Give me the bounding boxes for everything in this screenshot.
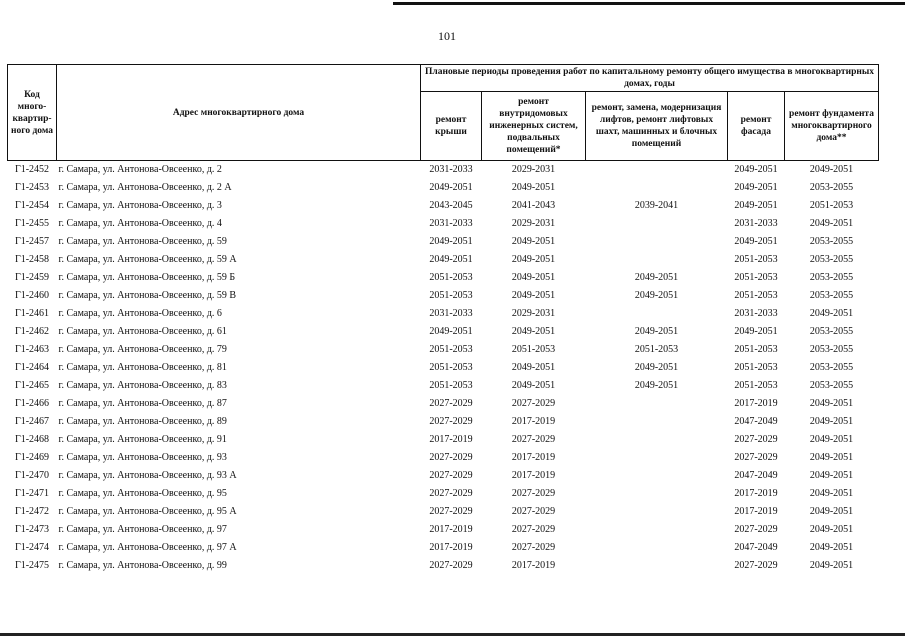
- bottom-rule: [0, 633, 905, 636]
- row-address: г. Самара, ул. Антонова-Овсеенко, д. 89: [58, 416, 227, 427]
- table-row: [8, 287, 879, 305]
- col-header-roof: ремонт крыши: [421, 92, 482, 161]
- row-foundation: 2053-2055: [809, 326, 854, 337]
- row-foundation: 2049-2051: [809, 542, 854, 553]
- row-address: г. Самара, ул. Антонова-Овсеенко, д. 79: [58, 344, 227, 355]
- table-row: [8, 359, 879, 377]
- row-foundation: 2049-2051: [809, 398, 854, 409]
- row-elevators: [586, 431, 728, 449]
- col-header-address: Адрес многоквартирного дома: [57, 65, 421, 161]
- row-engineering: 2041-2043: [511, 200, 556, 211]
- row-address: г. Самара, ул. Антонова-Овсеенко, д. 95 А: [58, 506, 237, 517]
- row-code: Г1-2461: [14, 308, 50, 319]
- row-elevators: [586, 233, 728, 251]
- row-roof: 2027-2029: [429, 452, 473, 463]
- row-address: г. Самара, ул. Антонова-Овсеенко, д. 97: [58, 524, 227, 535]
- row-facade: 2027-2029: [734, 524, 778, 535]
- row-address: г. Самара, ул. Антонова-Овсеенко, д. 2 А: [58, 182, 232, 193]
- page-number: 101: [438, 29, 456, 43]
- col-header-periods: Плановые периоды проведения работ по капитальному ремонту общего имущества в многоквартирных домах, годы: [421, 65, 879, 92]
- row-elevators: [586, 251, 728, 269]
- row-elevators: [586, 503, 728, 521]
- top-rule: [393, 2, 905, 5]
- row-elevators: [586, 215, 728, 233]
- row-roof: 2027-2029: [429, 470, 473, 481]
- row-facade: 2049-2051: [734, 200, 778, 211]
- row-engineering: 2049-2051: [511, 362, 556, 373]
- row-elevators: [586, 413, 728, 431]
- row-roof: 2049-2051: [429, 236, 473, 247]
- repair-schedule-table: [7, 64, 879, 575]
- row-foundation: 2053-2055: [809, 254, 854, 265]
- row-foundation: 2049-2051: [809, 218, 854, 229]
- table-row: [8, 179, 879, 197]
- row-roof: 2031-2033: [429, 218, 473, 229]
- row-address: г. Самара, ул. Антонова-Овсеенко, д. 4: [58, 218, 222, 229]
- row-foundation: 2049-2051: [809, 308, 854, 319]
- row-address: г. Самара, ул. Антонова-Овсеенко, д. 83: [58, 380, 227, 391]
- row-elevators: [586, 539, 728, 557]
- row-roof: 2049-2051: [429, 326, 473, 337]
- table-row: [8, 269, 879, 287]
- row-code: Г1-2475: [14, 560, 50, 571]
- row-code: Г1-2462: [14, 326, 50, 337]
- row-code: Г1-2452: [14, 164, 50, 175]
- row-code: Г1-2473: [14, 524, 50, 535]
- row-roof: 2027-2029: [429, 506, 473, 517]
- row-address: г. Самара, ул. Антонова-Овсеенко, д. 2: [58, 164, 222, 175]
- row-foundation: 2049-2051: [809, 560, 854, 571]
- row-foundation: 2049-2051: [809, 416, 854, 427]
- row-address: г. Самара, ул. Антонова-Овсеенко, д. 95: [58, 488, 227, 499]
- row-elevators: [586, 305, 728, 323]
- row-elevators: [586, 521, 728, 539]
- row-code: Г1-2468: [14, 434, 50, 445]
- row-elevators: 2049-2051: [634, 362, 679, 373]
- row-address: г. Самара, ул. Антонова-Овсеенко, д. 81: [58, 362, 227, 373]
- row-facade: 2049-2051: [734, 236, 778, 247]
- table-row: [8, 323, 879, 341]
- row-address: г. Самара, ул. Антонова-Овсеенко, д. 6: [58, 308, 222, 319]
- row-engineering: 2027-2029: [511, 488, 556, 499]
- table-row: [8, 413, 879, 431]
- row-engineering: 2049-2051: [511, 380, 556, 391]
- table-row: [8, 503, 879, 521]
- row-address: г. Самара, ул. Антонова-Овсеенко, д. 61: [58, 326, 227, 337]
- row-address: г. Самара, ул. Антонова-Овсеенко, д. 87: [58, 398, 227, 409]
- row-address: г. Самара, ул. Антонова-Овсеенко, д. 93: [58, 452, 227, 463]
- row-elevators: 2049-2051: [634, 326, 679, 337]
- row-engineering: 2049-2051: [511, 326, 556, 337]
- table-row: [8, 449, 879, 467]
- table-row: [8, 557, 879, 575]
- table-row: [8, 215, 879, 233]
- row-code: Г1-2465: [14, 380, 50, 391]
- row-engineering: 2049-2051: [511, 254, 556, 265]
- table-row: [8, 341, 879, 359]
- row-roof: 2051-2053: [429, 290, 473, 301]
- row-code: Г1-2467: [14, 416, 50, 427]
- row-elevators: 2049-2051: [634, 380, 679, 391]
- row-code: Г1-2459: [14, 272, 50, 283]
- row-code: Г1-2471: [14, 488, 50, 499]
- row-engineering: 2049-2051: [511, 290, 556, 301]
- row-elevators: 2049-2051: [634, 272, 679, 283]
- row-facade: 2049-2051: [734, 326, 778, 337]
- row-address: г. Самара, ул. Антонова-Овсеенко, д. 59 Б: [58, 272, 236, 283]
- row-code: Г1-2469: [14, 452, 50, 463]
- row-code: Г1-2453: [14, 182, 50, 193]
- row-facade: 2017-2019: [734, 398, 778, 409]
- row-roof: 2017-2019: [429, 542, 473, 553]
- row-roof: 2049-2051: [429, 182, 473, 193]
- row-roof: 2027-2029: [429, 416, 473, 427]
- row-foundation: 2053-2055: [809, 380, 854, 391]
- table-row: [8, 521, 879, 539]
- row-elevators: [586, 467, 728, 485]
- row-engineering: 2017-2019: [511, 416, 556, 427]
- row-roof: 2017-2019: [429, 434, 473, 445]
- row-facade: 2047-2049: [734, 416, 778, 427]
- row-foundation: 2049-2051: [809, 452, 854, 463]
- table-row: [8, 467, 879, 485]
- row-engineering: 2029-2031: [511, 308, 556, 319]
- col-header-facade: ремонт фасада: [728, 92, 785, 161]
- row-roof: 2049-2051: [429, 254, 473, 265]
- row-facade: 2049-2051: [734, 164, 778, 175]
- table-row: [8, 305, 879, 323]
- row-foundation: 2053-2055: [809, 272, 854, 283]
- row-foundation: 2051-2053: [809, 200, 854, 211]
- row-code: Г1-2466: [14, 398, 50, 409]
- row-address: г. Самара, ул. Антонова-Овсеенко, д. 97 А: [58, 542, 237, 553]
- row-address: г. Самара, ул. Антонова-Овсеенко, д. 59 А: [58, 254, 237, 265]
- row-elevators: [586, 449, 728, 467]
- row-facade: 2051-2053: [734, 344, 778, 355]
- row-foundation: 2053-2055: [809, 236, 854, 247]
- table-row: [8, 539, 879, 557]
- row-code: Г1-2464: [14, 362, 50, 373]
- row-facade: 2017-2019: [734, 506, 778, 517]
- row-roof: 2051-2053: [429, 362, 473, 373]
- row-foundation: 2049-2051: [809, 488, 854, 499]
- row-roof: 2051-2053: [429, 272, 473, 283]
- col-header-elevators: ремонт, замена, модернизация лифтов, ремонт лифтовых шахт, машинных и блочных помещений: [586, 92, 728, 161]
- row-address: г. Самара, ул. Антонова-Овсеенко, д. 93 А: [58, 470, 237, 481]
- row-elevators: 2051-2053: [634, 344, 679, 355]
- row-foundation: 2049-2051: [809, 470, 854, 481]
- row-roof: 2031-2033: [429, 164, 473, 175]
- row-engineering: 2049-2051: [511, 182, 556, 193]
- row-roof: 2027-2029: [429, 398, 473, 409]
- row-engineering: 2029-2031: [511, 164, 556, 175]
- row-code: Г1-2455: [14, 218, 50, 229]
- row-foundation: 2053-2055: [809, 182, 854, 193]
- row-facade: 2027-2029: [734, 434, 778, 445]
- row-code: Г1-2472: [14, 506, 50, 517]
- row-foundation: 2049-2051: [809, 506, 854, 517]
- row-elevators: 2039-2041: [634, 200, 679, 211]
- row-facade: 2051-2053: [734, 272, 778, 283]
- row-elevators: [586, 395, 728, 413]
- row-facade: 2047-2049: [734, 542, 778, 553]
- row-engineering: 2049-2051: [511, 272, 556, 283]
- row-elevators: [586, 179, 728, 197]
- col-header-code: Код много-квартир-ного дома: [8, 65, 57, 161]
- row-engineering: 2017-2019: [511, 560, 556, 571]
- row-roof: 2017-2019: [429, 524, 473, 535]
- table-row: [8, 395, 879, 413]
- row-engineering: 2017-2019: [511, 452, 556, 463]
- row-engineering: 2017-2019: [511, 470, 556, 481]
- row-engineering: 2027-2029: [511, 506, 556, 517]
- row-address: г. Самара, ул. Антонова-Овсеенко, д. 91: [58, 434, 227, 445]
- row-elevators: [586, 161, 728, 180]
- row-foundation: 2053-2055: [809, 344, 854, 355]
- row-engineering: 2027-2029: [511, 398, 556, 409]
- row-roof: 2043-2045: [429, 200, 473, 211]
- table-row: [8, 251, 879, 269]
- row-facade: 2051-2053: [734, 380, 778, 391]
- row-address: г. Самара, ул. Антонова-Овсеенко, д. 59 В: [58, 290, 237, 301]
- row-code: Г1-2470: [14, 470, 50, 481]
- row-foundation: 2053-2055: [809, 362, 854, 373]
- table-row: [8, 233, 879, 251]
- row-elevators: [586, 485, 728, 503]
- row-code: Г1-2463: [14, 344, 50, 355]
- table-row: [8, 431, 879, 449]
- row-elevators: [586, 557, 728, 575]
- row-code: Г1-2454: [14, 200, 50, 211]
- row-facade: 2049-2051: [734, 182, 778, 193]
- row-roof: 2051-2053: [429, 344, 473, 355]
- row-engineering: 2027-2029: [511, 542, 556, 553]
- table-row: [8, 377, 879, 395]
- table-row: [8, 485, 879, 503]
- row-address: г. Самара, ул. Антонова-Овсеенко, д. 99: [58, 560, 227, 571]
- row-facade: 2017-2019: [734, 488, 778, 499]
- row-foundation: 2049-2051: [809, 434, 854, 445]
- row-roof: 2031-2033: [429, 308, 473, 319]
- row-facade: 2031-2033: [734, 308, 778, 319]
- row-address: г. Самара, ул. Антонова-Овсеенко, д. 59: [58, 236, 227, 247]
- row-facade: 2027-2029: [734, 560, 778, 571]
- row-facade: 2027-2029: [734, 452, 778, 463]
- row-facade: 2051-2053: [734, 254, 778, 265]
- row-engineering: 2029-2031: [511, 218, 556, 229]
- row-facade: 2051-2053: [734, 362, 778, 373]
- row-roof: 2051-2053: [429, 380, 473, 391]
- row-roof: 2027-2029: [429, 560, 473, 571]
- row-facade: 2031-2033: [734, 218, 778, 229]
- row-engineering: 2049-2051: [511, 236, 556, 247]
- row-elevators: 2049-2051: [634, 290, 679, 301]
- row-code: Г1-2457: [14, 236, 50, 247]
- table-row: [8, 161, 879, 180]
- row-roof: 2027-2029: [429, 488, 473, 499]
- row-code: Г1-2474: [14, 542, 50, 553]
- row-code: Г1-2458: [14, 254, 50, 265]
- table-row: [8, 197, 879, 215]
- row-engineering: 2027-2029: [511, 524, 556, 535]
- row-engineering: 2027-2029: [511, 434, 556, 445]
- row-engineering: 2051-2053: [511, 344, 556, 355]
- row-facade: 2047-2049: [734, 470, 778, 481]
- row-foundation: 2053-2055: [809, 290, 854, 301]
- col-header-engineering: ремонт внутридомовых инженерных систем, подвальных помещений*: [482, 92, 586, 161]
- row-foundation: 2049-2051: [809, 524, 854, 535]
- row-facade: 2051-2053: [734, 290, 778, 301]
- col-header-foundation: ремонт фундамента многоквартирного дома**: [785, 92, 879, 161]
- row-code: Г1-2460: [14, 290, 50, 301]
- row-foundation: 2049-2051: [809, 164, 854, 175]
- row-address: г. Самара, ул. Антонова-Овсеенко, д. 3: [58, 200, 222, 211]
